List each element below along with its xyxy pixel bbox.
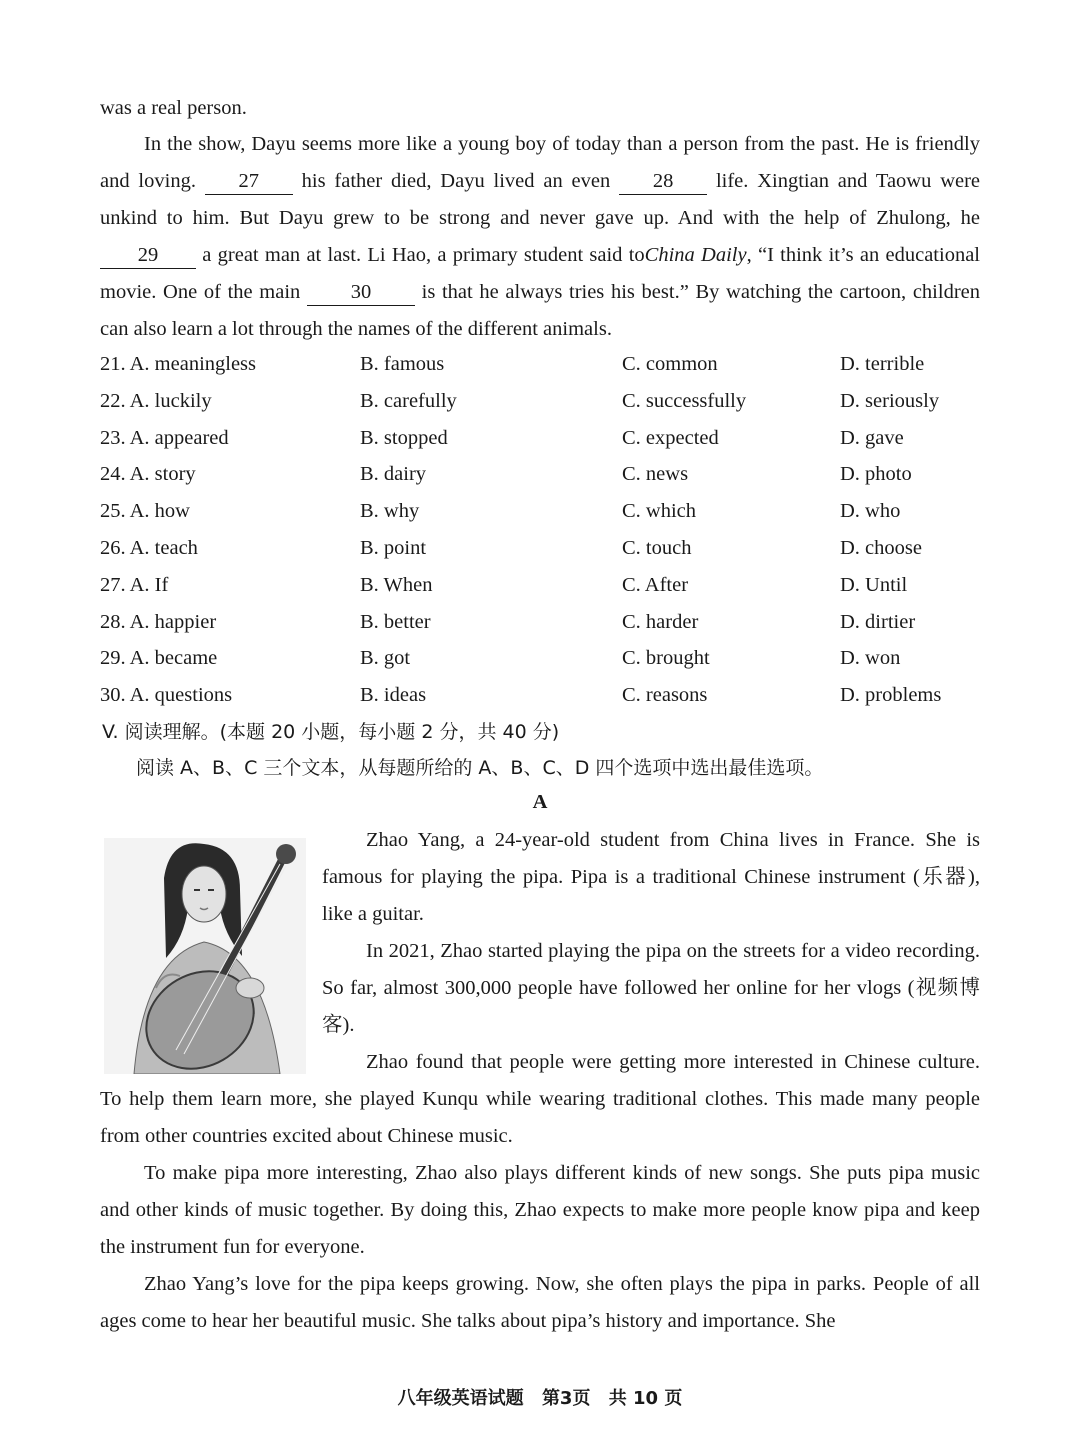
option-b: B. point [360, 536, 427, 559]
option-row [100, 530, 980, 567]
option-c: C. news [622, 463, 689, 486]
option-a: 25. A. how [100, 500, 190, 523]
option-b: B. stopped [360, 426, 448, 449]
option-c: C. which [622, 500, 697, 523]
option-b: B. famous [360, 353, 445, 375]
option-c: C. harder [622, 610, 699, 633]
option-row [100, 493, 980, 530]
option-c: C. touch [622, 536, 692, 559]
option-c: C. common [622, 353, 718, 375]
option-d: D. problems [840, 684, 942, 707]
blank-29: 29 [100, 242, 196, 269]
option-d: D. Until [840, 573, 908, 596]
cloze-text-4: a great man at last. Li Hao, a primary student said to [202, 244, 645, 266]
option-b: B. why [360, 500, 420, 523]
option-d: D. gave [840, 426, 904, 449]
section-instruction: 阅读 A、B、C 三个文本，从每题所给的 A、B、C、D 四个选项中选出最佳选项。 [136, 757, 824, 779]
cloze-text-3: life. Xingtian and Taowu were unkind to him. But Dayu grew to be strong and never gave up. And with the help of Zhulong, he [100, 170, 981, 229]
option-a: 24. A. story [100, 463, 196, 486]
blank-30: 30 [307, 279, 415, 306]
option-d: D. who [840, 500, 901, 523]
cloze-paragraph [100, 126, 980, 348]
article-paragraph: Zhao found that people were getting more interested in Chinese culture. To help them learn more, she played Kunqu while wearing traditional clothes. This made many people from other countries excited about Chinese music. [100, 1051, 980, 1147]
article-paragraph: Zhao Yang, a 24-year-old student from China lives in France. She is famous for playing the pipa. Pipa is a traditional Chinese instrument (乐器), like a guitar. [322, 829, 980, 925]
page-footer [0, 1380, 1080, 1417]
option-row [100, 456, 980, 493]
option-c: C. successfully [622, 389, 747, 412]
option-b: B. carefully [360, 389, 457, 412]
article-paragraph: In 2021, Zhao started playing the pipa on the streets for a video recording. So far, almost 300,000 people have followed her online for her vlogs (视频博客). [322, 940, 980, 1036]
option-b: B. ideas [360, 684, 427, 707]
passage-label: A [532, 791, 548, 813]
option-a: 30. A. questions [100, 684, 233, 707]
article-a [100, 822, 980, 1340]
option-row [100, 604, 980, 641]
option-d: D. photo [840, 463, 912, 486]
cloze-text-5: , “I think it’s an educational movie. One of the main [100, 244, 980, 303]
option-b: B. better [360, 610, 431, 633]
article-paragraph: To make pipa more interesting, Zhao also plays different kinds of new songs. She puts pipa music and other kinds of music together. By doing this, Zhao expects to make more people know pipa and keep the instrument fun for everyone. [100, 1162, 980, 1258]
option-a: 27. A. If [100, 573, 169, 596]
options-table [100, 346, 980, 714]
option-d: D. terrible [840, 353, 925, 375]
blank-27: 27 [205, 168, 293, 195]
option-row [100, 567, 980, 604]
option-b: B. dairy [360, 463, 427, 486]
option-a: 23. A. appeared [100, 426, 229, 449]
footer-title: 八年级英语试题 [397, 1388, 524, 1409]
option-d: D. seriously [840, 389, 940, 412]
cloze-text-1: In the show, Dayu seems more like a young boy of today than a person from the past. He is friendly and loving. [100, 133, 980, 192]
option-a: 28. A. happier [100, 610, 217, 633]
option-row [100, 677, 980, 714]
blank-28: 28 [619, 168, 707, 195]
cloze-text-6: is that he always tries his best.” By watching the cartoon, children can also learn a lot through the names of the different animals. [100, 281, 980, 340]
footer-page: 第3页 [541, 1388, 591, 1409]
option-c: C. reasons [622, 684, 708, 707]
article-paragraph: Zhao Yang’s love for the pipa keeps growing. Now, she often plays the pipa in parks. People of all ages come to hear her beautiful music. She talks about pipa’s history and importance. She [100, 1273, 980, 1332]
option-row [100, 640, 980, 677]
option-c: C. After [622, 573, 689, 596]
passage-line-end: was a real person. [100, 97, 247, 119]
footer-total: 共 10 页 [608, 1388, 683, 1409]
option-a: 29. A. became [100, 647, 218, 670]
option-row [100, 346, 980, 383]
option-row [100, 383, 980, 420]
option-d: D. won [840, 647, 901, 670]
cloze-text-2: his father died, Dayu lived an even [301, 170, 611, 192]
option-b: B. got [360, 647, 411, 670]
option-a: 21. A. meaningless [100, 353, 257, 375]
section-heading: V. 阅读理解。(本题 20 小题，每小题 2 分，共 40 分) [102, 721, 560, 743]
option-a: 22. A. luckily [100, 389, 212, 412]
newspaper-name: China Daily [644, 244, 747, 266]
option-b: B. When [360, 573, 433, 596]
option-c: C. expected [622, 426, 719, 449]
option-d: D. dirtier [840, 610, 916, 633]
option-a: 26. A. teach [100, 536, 198, 559]
option-d: D. choose [840, 536, 922, 559]
option-row [100, 420, 980, 457]
option-c: C. brought [622, 647, 710, 670]
